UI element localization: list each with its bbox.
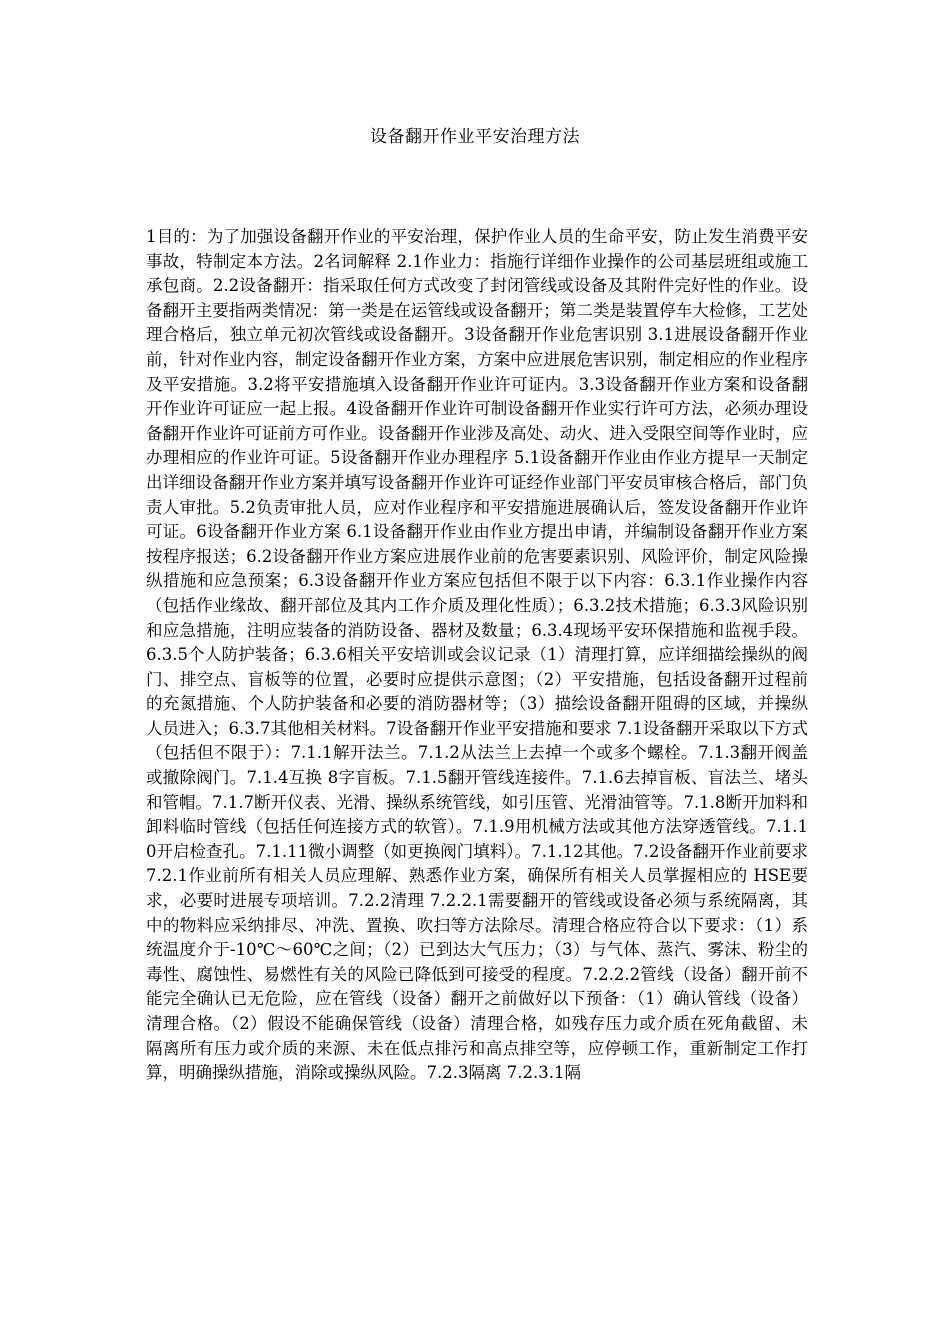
- document-title: 设备翻开作业平安治理方法: [370, 127, 580, 147]
- document-body-text: 1目的：为了加强设备翻开作业的平安治理，保护作业人员的生命平安，防止发生消费平安事故，特制定本方法。2名词解释 2.1作业力：指施行详细作业操作的公司基层班组或施工承包商。2.2设备翻开：指采取任何方式改变了封闭管线或设备及其附件完好性的作业。设备翻开主要指两类情况：第一类是在运管线或设备翻开；第二类是装置停车大检修，工艺处理合格后，独立单元初次管线或设备翻开。3设备翻开作业危害识别 3.1进展设备翻开作业前，针对作业内容，制定设备翻开作业方案，方案中应进展危害识别，制定相应的作业程序及平安措施。3.2将平安措施填入设备翻开作业许可证内。3.3设备翻开作业方案和设备翻开作业许可证应一起上报。4设备翻开作业许可制设备翻开作业实行许可方法，必须办理设备翻开作业许可证前方可作业。设备翻开作业涉及高处、动火、进入受限空间等作业时，应办理相应的作业许可证。5设备翻开作业办理程序 5.1设备翻开作业由作业方提早一天制定出详细设备翻开作业方案并填写设备翻开作业许可证经作业部门平安员审核合格后，部门负责人审批。5.2负责审批人员，应对作业程序和平安措施进展确认后，签发设备翻开作业许可证。6设备翻开作业方案 6.1设备翻开作业由作业方提出申请，并编制设备翻开作业方案按程序报送；6.2设备翻开作业方案应进展作业前的危害要素识别、风险评价，制定风险操纵措施和应急预案；6.3设备翻开作业方案应包括但不限于以下内容：6.3.1作业操作内容（包括作业缘故、翻开部位及其内工作介质及理化性质）；6.3.2技术措施；6.3.3风险识别和应急措施，注明应装备的消防设备、器材及数量；6.3.4现场平安环保措施和监视手段。6.3.5个人防护装备；6.3.6相关平安培训或会议记录（1）清理打算，应详细描绘操纵的阀门、排空点、盲板等的位置，必要时应提供示意图；（2）平安措施，包括设备翻开过程前的充氮措施、个人防护装备和必要的消防器材等；（3）描绘设备翻开阻碍的区域，并操纵人员进入；6.3.7其他相关材料。7设备翻开作业平安措施和要求 7.1设备翻开采取以下方式（包括但不限于）：7.1.1解开法兰。7.1.2从法兰上去掉一个或多个螺栓。7.1.3翻开阀盖或撤除阀门。7.1.4互换 8字盲板。7.1.5翻开管线连接件。7.1.6去掉盲板、盲法兰、堵头和管帽。7.1.7断开仪表、光滑、操纵系统管线，如引压管、光滑油管等。7.1.8断开加料和卸料临时管线（包括任何连接方式的软管）。7.1.9用机械方法或其他方法穿透管线。7.1.10开启检查孔。7.1.11微小调整（如更换阀门填料）。7.1.12其他。7.2设备翻开作业前要求 7.2.1作业前所有相关人员应理解、熟悉作业方案，确保所有相关人员掌握相应的 HSE要求，必要时进展专项培训。7.2.2清理 7.2.2.1需要翻开的管线或设备必须与系统隔离，其中的物料应采纳排尽、冲洗、置换、吹扫等方法除尽。清理合格应符合以下要求：（1）系统温度介于-10℃～60℃之间；（2）已到达大气压力；（3）与气体、蒸汽、雾沫、粉尘的毒性、腐蚀性、易燃性有关的风险已降低到可接受的程度。7.2.2.2管线（设备）翻开前不能完全确认已无危险，应在管线（设备）翻开之前做好以下预备：（1）确认管线（设备）清理合格。（2）假设不能确保管线（设备）清理合格，如残存压力或介质在死角截留、未隔离所有压力或介质的来源、未在低点排污和高点排空等，应停顿工作，重新制定工作打算，明确操纵措施，消除或操纵风险。7.2.3隔离 7.2.3.1隔: [146, 227, 808, 1083]
